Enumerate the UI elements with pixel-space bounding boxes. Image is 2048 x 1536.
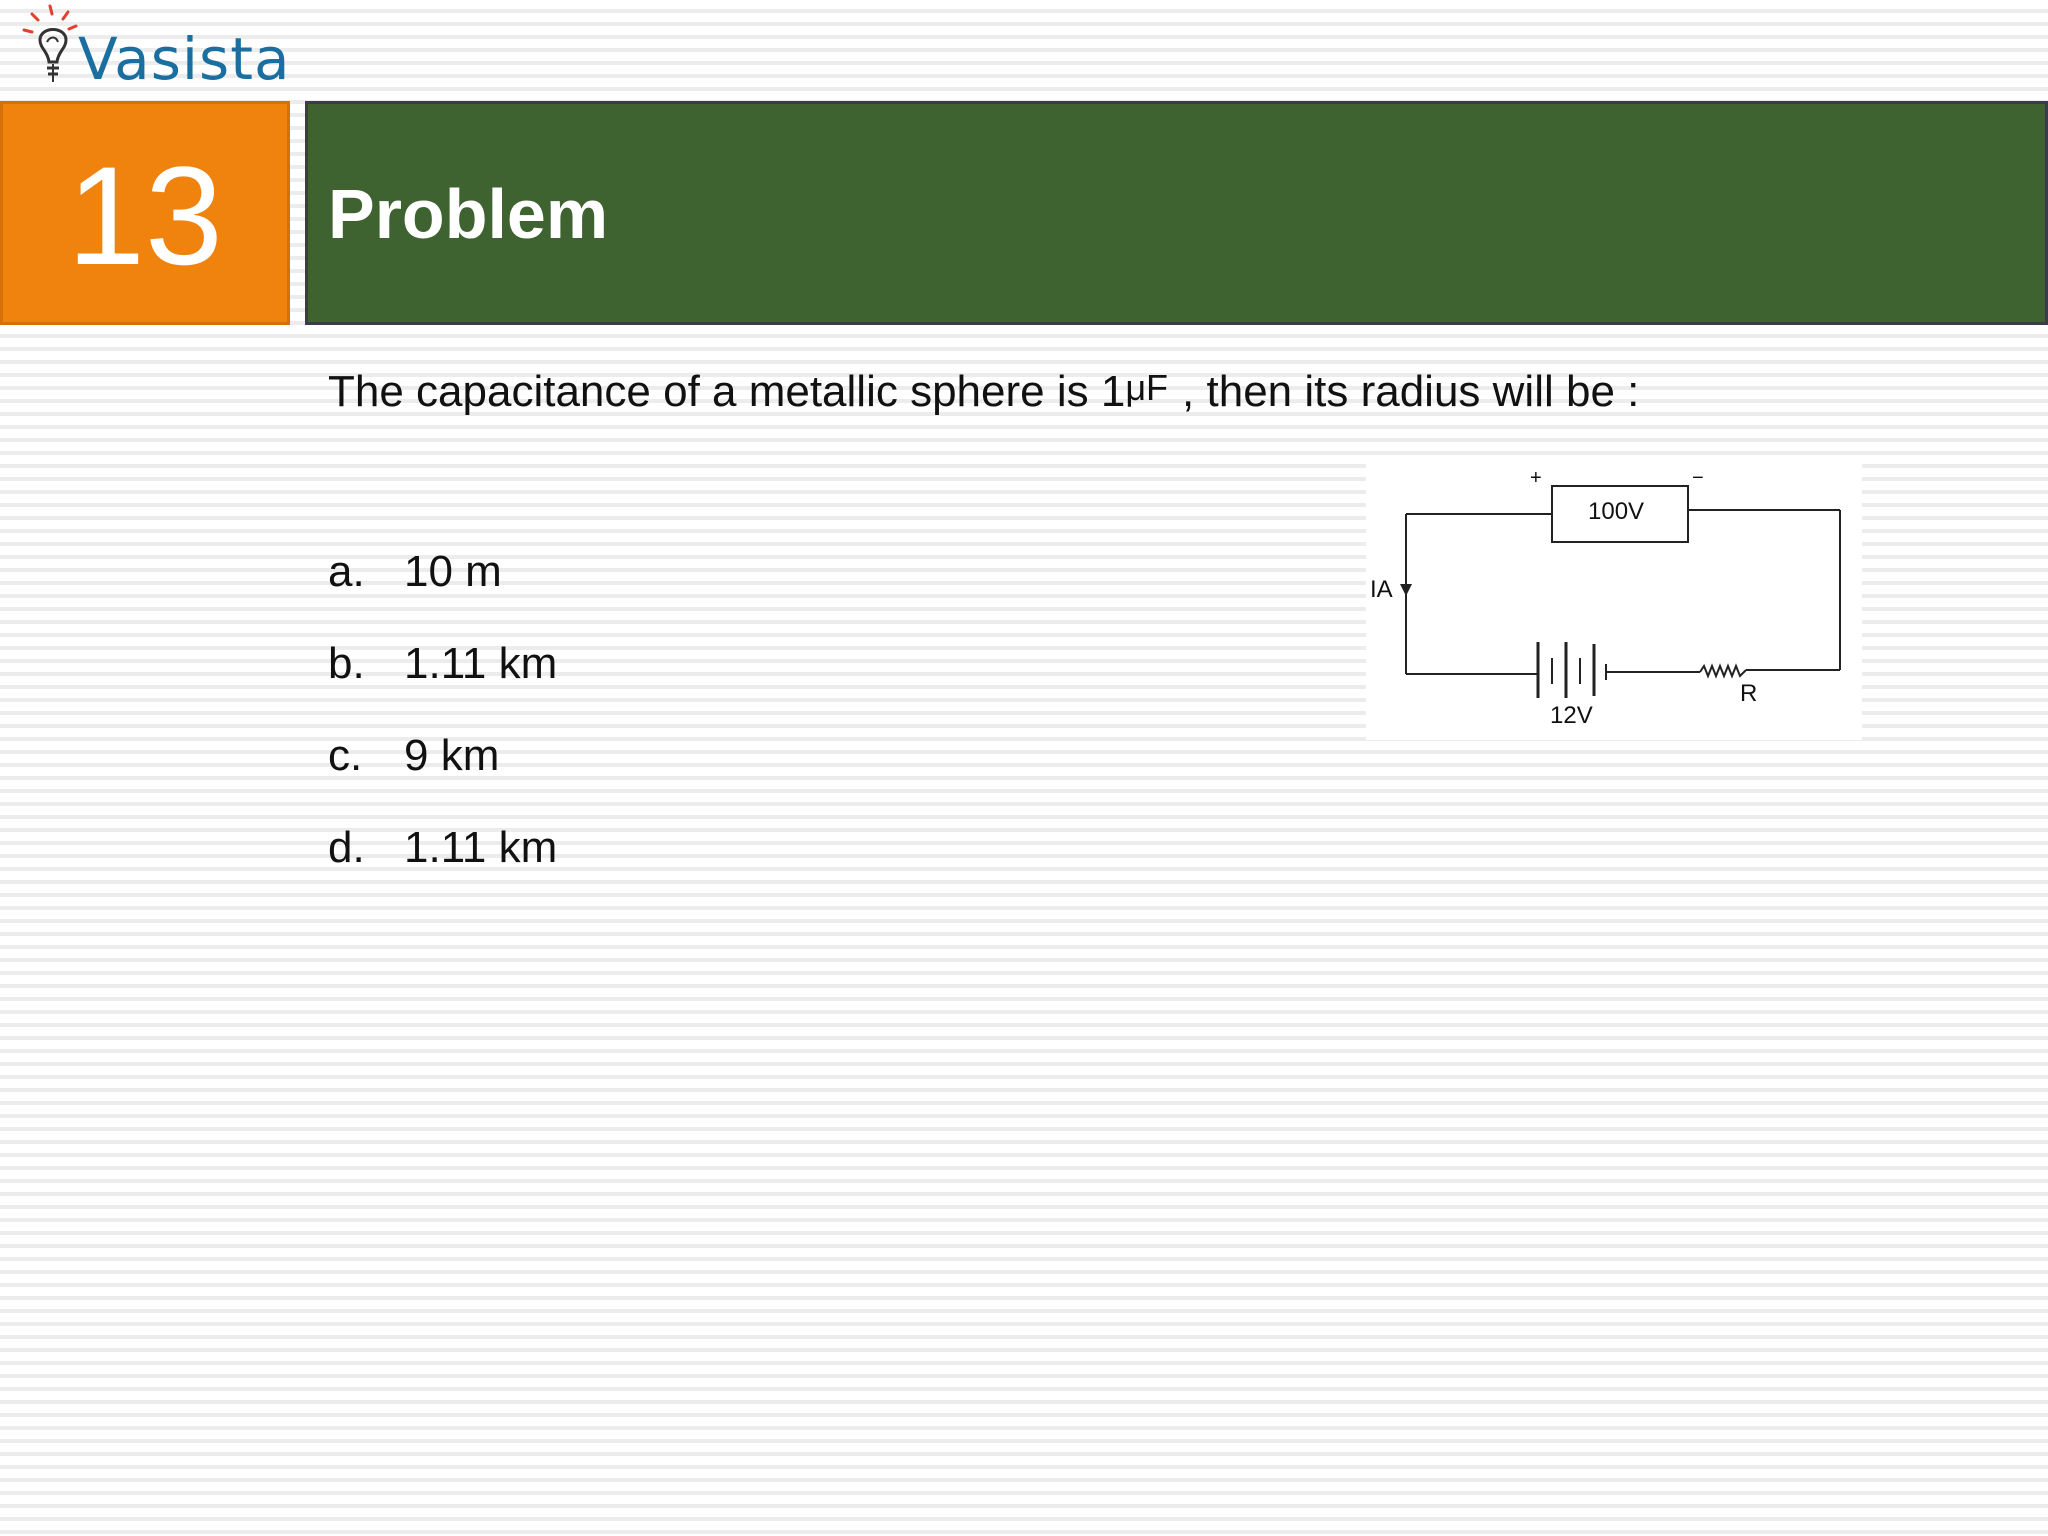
option-text: 1.11 km [404, 639, 558, 688]
option-a [328, 540, 557, 632]
option-text: 10 m [404, 547, 502, 596]
title-bar [305, 101, 2048, 325]
vasista-logo [16, 2, 296, 98]
circuit-diagram [1366, 462, 1862, 740]
lightbulb-icon [16, 2, 86, 98]
plus-sign: + [1530, 467, 1542, 489]
problem-number-box [0, 101, 290, 325]
question-suffix: , then its radius will be : [1182, 367, 1640, 416]
option-letter: b. [328, 639, 365, 688]
option-d [328, 816, 557, 908]
question-text [328, 360, 1828, 420]
option-letter: c. [328, 731, 363, 780]
option-letter: a. [328, 547, 365, 596]
page-title: Problem [328, 175, 609, 253]
option-text: 9 km [404, 731, 500, 780]
option-letter: d. [328, 823, 365, 872]
minus-sign: − [1692, 467, 1704, 489]
battery-label: 12V [1550, 702, 1593, 729]
voltmeter-label: 100V [1588, 498, 1645, 525]
resistor-label: R [1740, 680, 1758, 707]
question-main: The capacitance of a metallic sphere is 1 [328, 367, 1126, 416]
answer-options [328, 540, 557, 908]
current-arrow [1400, 584, 1412, 596]
option-c [328, 724, 557, 816]
question-unit: μF [1125, 367, 1169, 408]
current-label: IA [1370, 576, 1393, 603]
option-text: 1.11 km [404, 823, 558, 872]
problem-number: 13 [67, 137, 223, 294]
option-b [328, 632, 557, 724]
logo-text: Vasista [78, 25, 291, 93]
